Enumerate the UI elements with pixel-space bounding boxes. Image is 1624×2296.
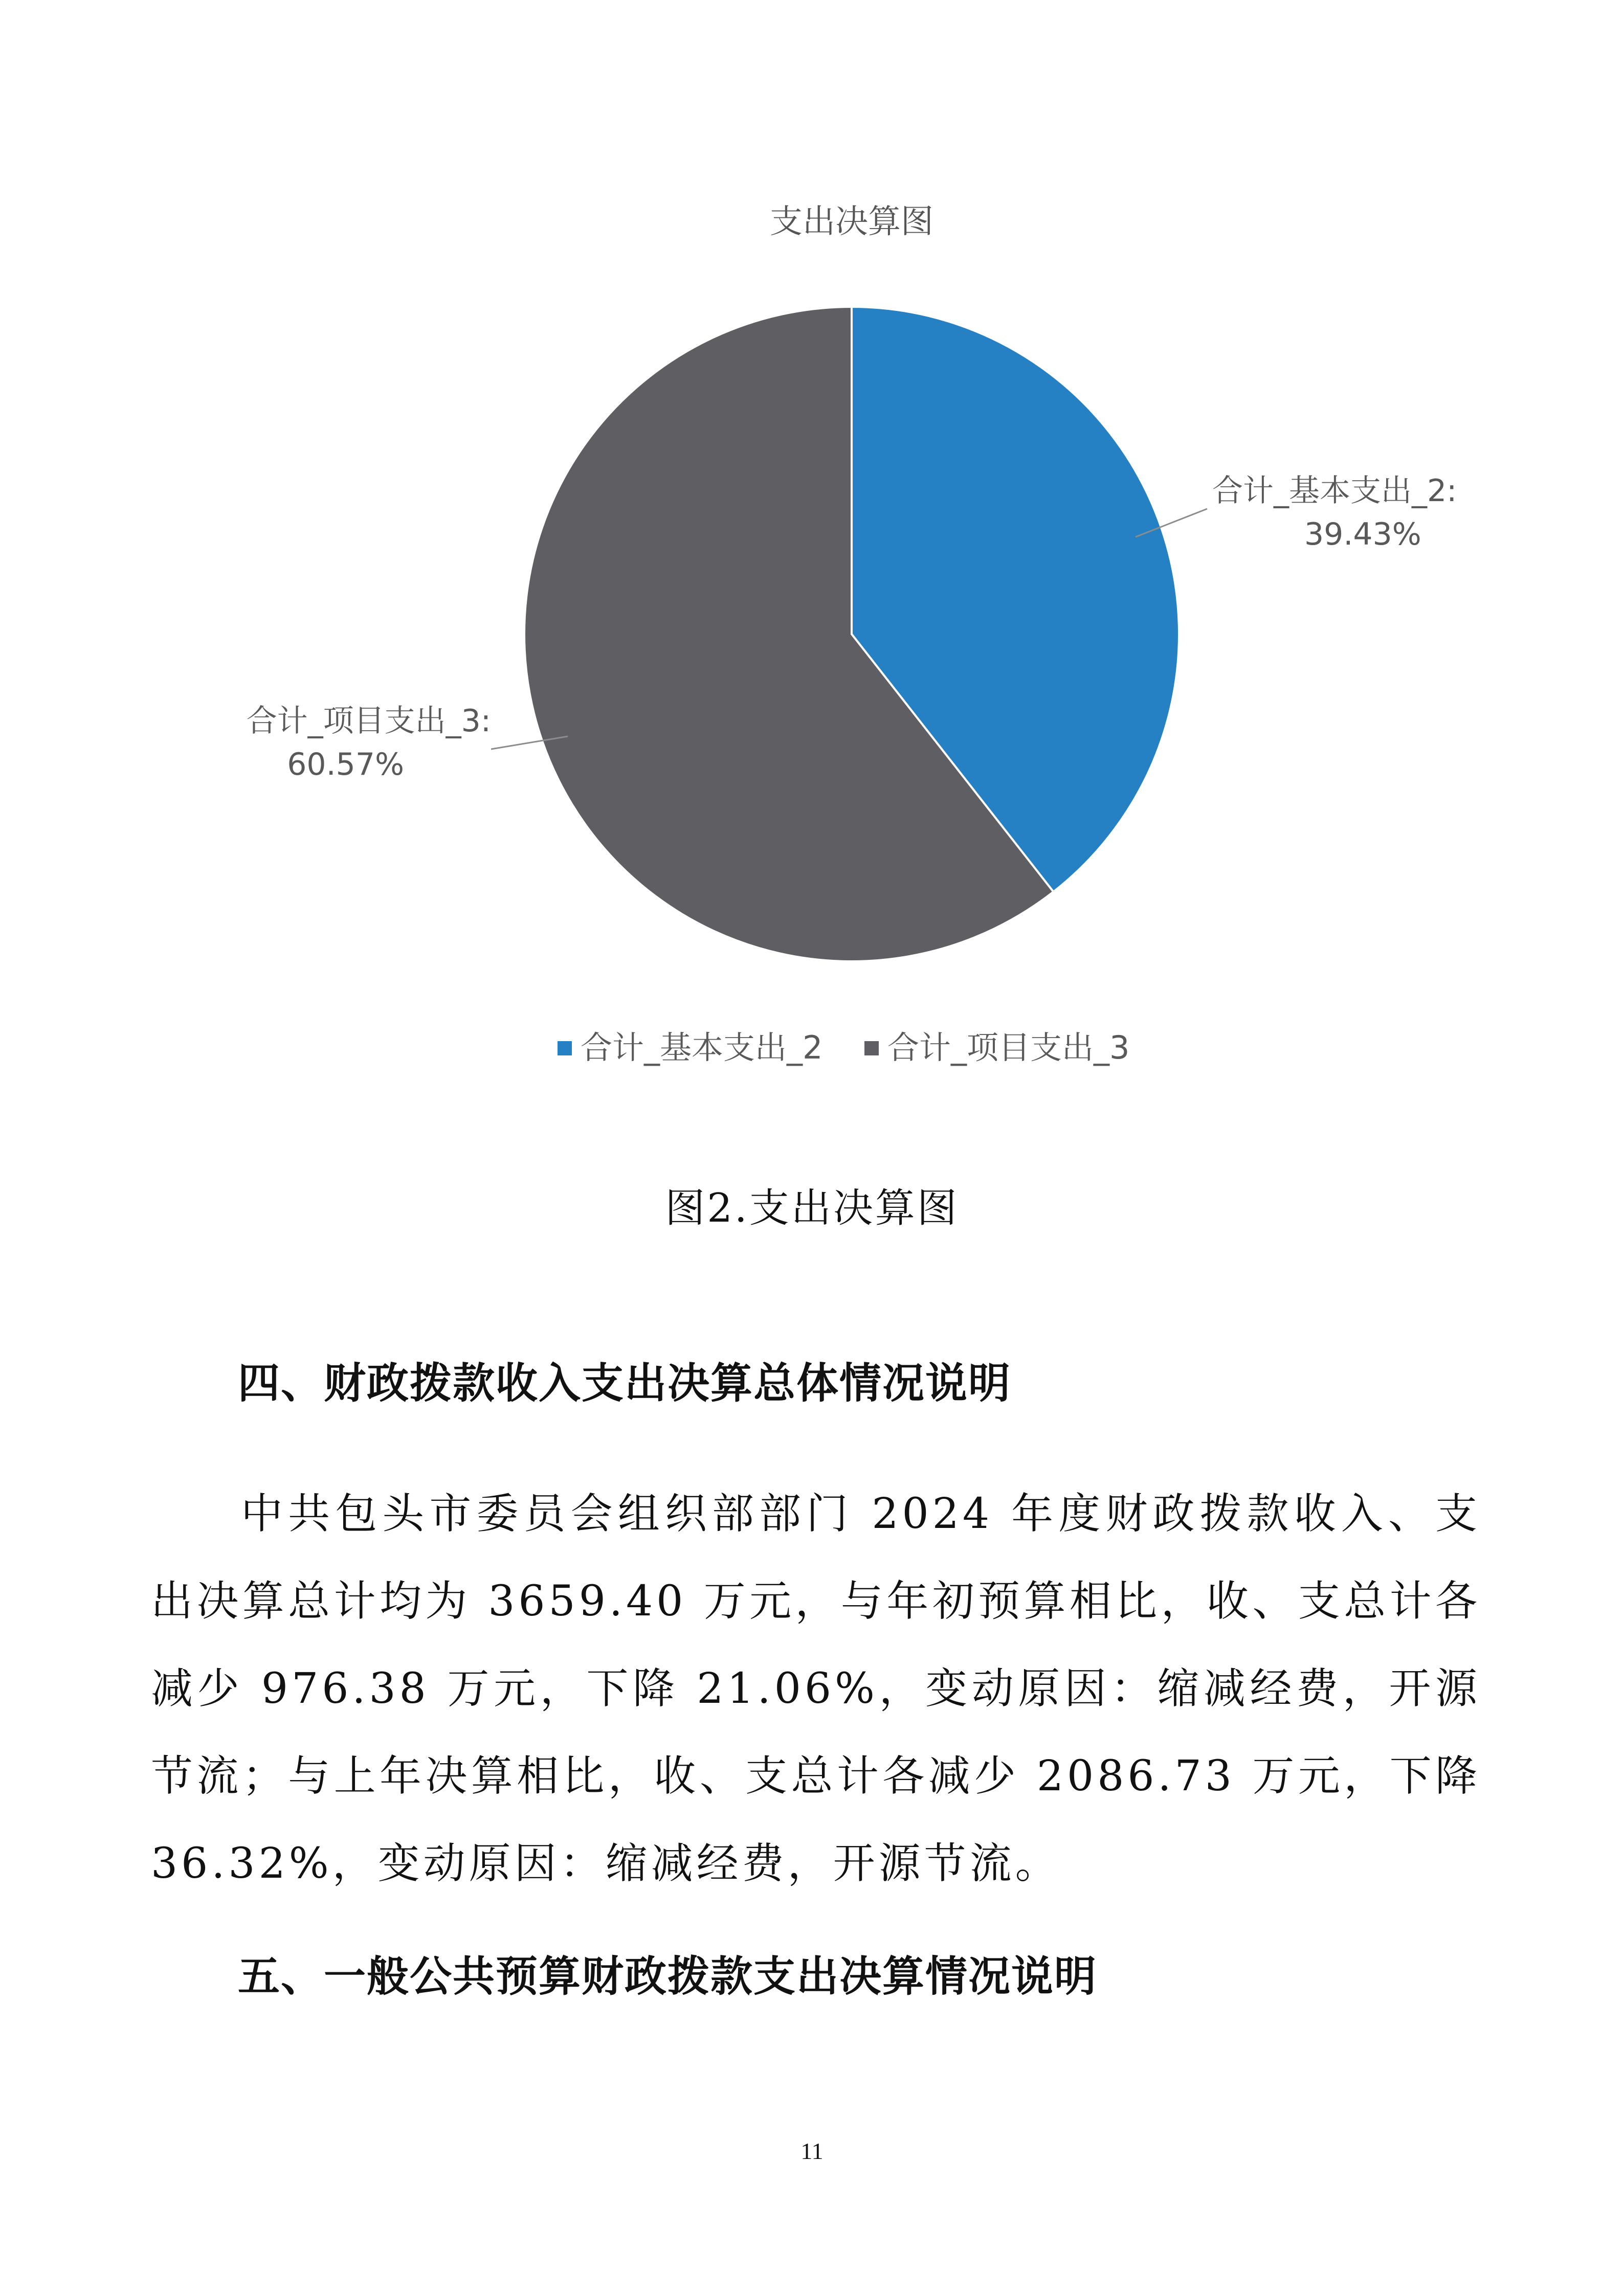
legend-swatch-2 <box>864 1041 879 1055</box>
slice-value-label-1: 39.43% <box>1304 516 1421 552</box>
slice-label-2: 合计_项目支出_3: <box>246 703 491 739</box>
page-number: 11 <box>800 2138 824 2164</box>
legend-label-1: 合计_基本支出_2 <box>581 1029 823 1066</box>
figure-caption: 图2.支出决算图 <box>665 1185 959 1231</box>
slice-value-label-2: 60.57% <box>287 747 404 782</box>
chart-legend <box>558 1029 1129 1066</box>
section-4-heading: 四、财政拨款收入支出决算总体情况说明 <box>238 1359 1012 1408</box>
chart-title: 支出决算图 <box>770 203 933 241</box>
legend-label-2: 合计_项目支出_3 <box>887 1029 1130 1066</box>
legend-swatch-1 <box>558 1041 572 1055</box>
section-4-paragraph: 中共包头市委员会组织部部门 2024 年度财政拨款收入、支出决算总计均为 3659.40 万元，与年初预算相比，收、支总计各减少 976.38 万元，下降 21.06%，变动原因：缩减经费，开源节流；与上年决算相比，收、支总计各减少 2086.73 万元，下降 36.32%，变动原因：缩减经费，开源节流。 <box>151 1490 1481 1888</box>
pie-slices <box>524 307 1179 961</box>
section-5-heading: 五、一般公共预算财政拨款支出决算情况说明 <box>238 1952 1098 2001</box>
slice-label-1: 合计_基本支出_2: <box>1212 473 1457 509</box>
expenditure-pie-chart <box>0 0 1624 1125</box>
